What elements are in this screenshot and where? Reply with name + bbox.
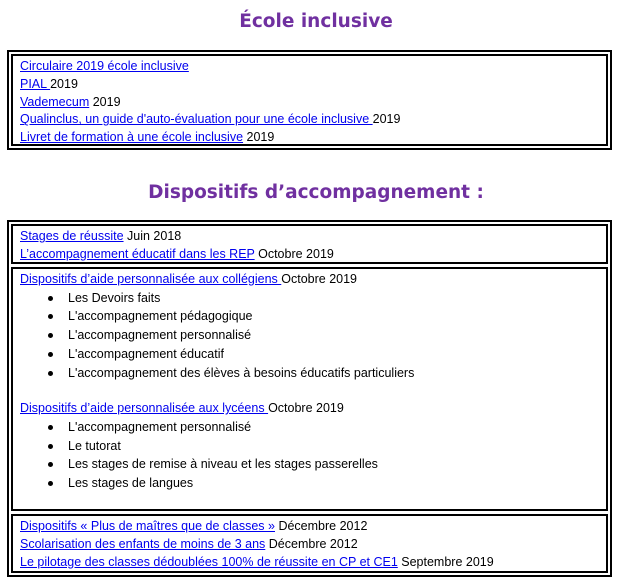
list-item: Dispositifs d’aide personnalisée aux lycéens Octobre 2019 — [20, 401, 344, 416]
dispositifs-cell-1 — [11, 224, 608, 264]
list-item: Stages de réussite Juin 2018 — [20, 229, 182, 243]
list-item — [20, 58, 606, 76]
list-item: Dispositifs « Plus de maîtres que de classes » Décembre 2012 — [20, 519, 368, 533]
list-item: Le pilotage des classes dédoublées 100% de réussite en CP et CE1 Septembre 2019 — [20, 554, 494, 569]
ecole-inclusive-table — [7, 50, 612, 150]
bullet-item: Le tutorat — [20, 437, 606, 456]
dispositifs-cell-2 — [11, 267, 608, 511]
bullet-item: L'accompagnement personnalisé — [20, 418, 606, 437]
list-item: Qualinclus, un guide d'auto-évaluation pour une école inclusive 2019 — [20, 112, 401, 127]
vademecum-link[interactable]: Vademecum — [20, 94, 90, 109]
bullet-item: L'accompagnement des élèves à besoins éducatifs particuliers — [20, 364, 606, 383]
section-title-ecole-inclusive: École inclusive — [239, 11, 393, 32]
dispositifs-cell-3 — [11, 514, 608, 573]
list-item: Scolarisation des enfants de moins de 3 ans Décembre 2012 — [20, 536, 358, 551]
circulaire-2019-link[interactable]: Circulaire 2019 école inclusive — [20, 59, 189, 73]
scolarisation-moins-3-ans-link[interactable]: Scolarisation des enfants de moins de 3 ans — [20, 536, 266, 551]
stages-reussite-link[interactable]: Stages de réussite — [20, 229, 124, 243]
ecole-inclusive-cell — [11, 54, 608, 146]
bullet-item: Les Devoirs faits — [20, 289, 606, 308]
list-item: PIAL 2019 — [20, 76, 78, 91]
dispositifs-table — [7, 220, 612, 577]
list-item: Dispositifs d’aide personnalisée aux collégiens Octobre 2019 — [20, 272, 358, 286]
classes-dedoublees-link[interactable]: Le pilotage des classes dédoublées 100% de réussite en CP et CE1 — [20, 554, 398, 569]
plus-de-maitres-link[interactable]: Dispositifs « Plus de maîtres que de classes » — [20, 519, 275, 533]
aide-lyceens-link[interactable]: Dispositifs d’aide personnalisée aux lycéens — [20, 401, 269, 416]
bullet-item: L'accompagnement éducatif — [20, 345, 606, 364]
aide-collegiens-link[interactable]: Dispositifs d’aide personnalisée aux collégiens — [20, 272, 282, 286]
livret-formation-link[interactable]: Livret de formation à une école inclusive — [20, 130, 244, 145]
bullet-item: Les stages de langues — [20, 474, 606, 493]
accompagnement-rep-link[interactable]: L’accompagnement éducatif dans les REP — [20, 246, 255, 261]
list-item: Livret de formation à une école inclusive 2019 — [20, 130, 275, 145]
lyceens-bullet-list — [20, 418, 606, 493]
pial-link[interactable]: PIAL — [20, 76, 51, 91]
bullet-item: Les stages de remise à niveau et les stages passerelles — [20, 455, 606, 474]
qualinclus-link[interactable]: Qualinclus, un guide d'auto-évaluation pour une école inclusive — [20, 112, 373, 127]
list-item: L’accompagnement éducatif dans les REP Octobre 2019 — [20, 246, 334, 261]
bullet-item: L'accompagnement personnalisé — [20, 326, 606, 345]
section-title-dispositifs: Dispositifs d’accompagnement : — [148, 182, 484, 203]
list-item: Vademecum 2019 — [20, 94, 121, 109]
collegiens-bullet-list — [20, 289, 606, 382]
bullet-item: L'accompagnement pédagogique — [20, 307, 606, 326]
